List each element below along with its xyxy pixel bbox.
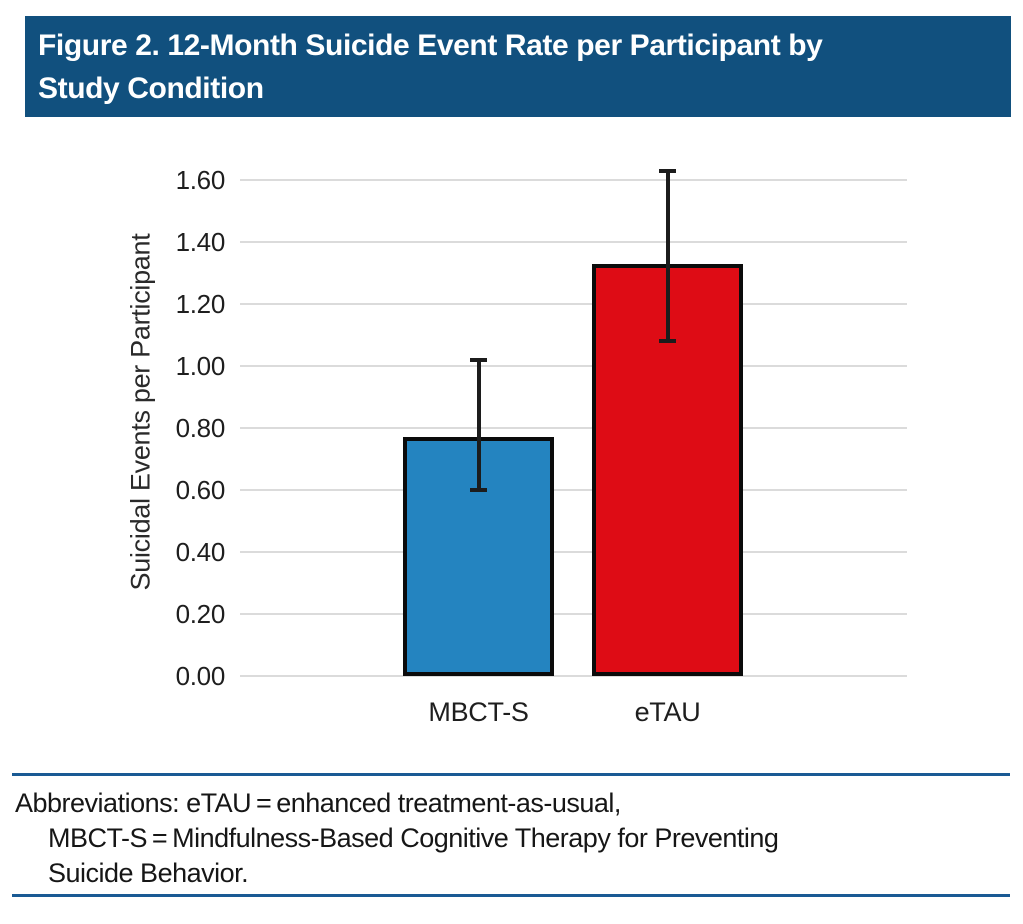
y-tick-label-0.40: 0.40	[175, 537, 225, 567]
error-bar-etau	[666, 171, 670, 342]
x-tick-label-etau: eTAU	[634, 697, 701, 727]
y-tick-label-1.40: 1.40	[175, 227, 225, 257]
y-tick-label-1.60: 1.60	[175, 165, 225, 195]
gridline-1.40	[240, 241, 907, 243]
figure-title-line-2: Study Condition	[38, 72, 264, 105]
error-bar-cap-bottom-etau	[659, 339, 676, 343]
y-tick-label-0.60: 0.60	[175, 475, 225, 505]
gridline-0.00	[240, 675, 907, 677]
figure-title-banner	[25, 16, 1011, 117]
y-tick-label-1.20: 1.20	[175, 289, 225, 319]
abbreviations-note	[15, 786, 1005, 891]
gridline-0.20	[240, 613, 907, 615]
gridline-0.80	[240, 427, 907, 429]
error-bar-mbct-s	[477, 360, 481, 490]
figure-title-line-1: Figure 2. 12-Month Suicide Event Rate per Participant by	[38, 29, 823, 62]
y-tick-label-0.80: 0.80	[175, 413, 225, 443]
y-tick-label-1.00: 1.00	[175, 351, 225, 381]
gridline-1.00	[240, 365, 907, 367]
error-bar-cap-top-etau	[659, 169, 676, 173]
gridline-1.60	[240, 179, 907, 181]
x-tick-label-mbct-s: MBCT-S	[428, 697, 529, 727]
abbreviations-line-2: MBCT-S = Mindfulness-Based Cognitive Therapy for Preventing	[48, 823, 779, 853]
y-axis-title: Suicidal Events per Participant	[125, 233, 156, 591]
y-tick-label-0.20: 0.20	[175, 599, 225, 629]
abbreviations-line-3: Suicide Behavior.	[48, 858, 249, 888]
footer-divider-bottom	[12, 894, 1010, 897]
gridline-1.20	[240, 303, 907, 305]
gridline-0.60	[240, 489, 907, 491]
gridline-0.40	[240, 551, 907, 553]
footer-divider-top	[12, 773, 1010, 776]
error-bar-cap-bottom-mbct-s	[470, 488, 487, 492]
y-tick-label-0.00: 0.00	[175, 661, 225, 691]
abbreviations-line-1: Abbreviations: eTAU = enhanced treatment-as-usual,	[15, 788, 621, 818]
error-bar-cap-top-mbct-s	[470, 358, 487, 362]
